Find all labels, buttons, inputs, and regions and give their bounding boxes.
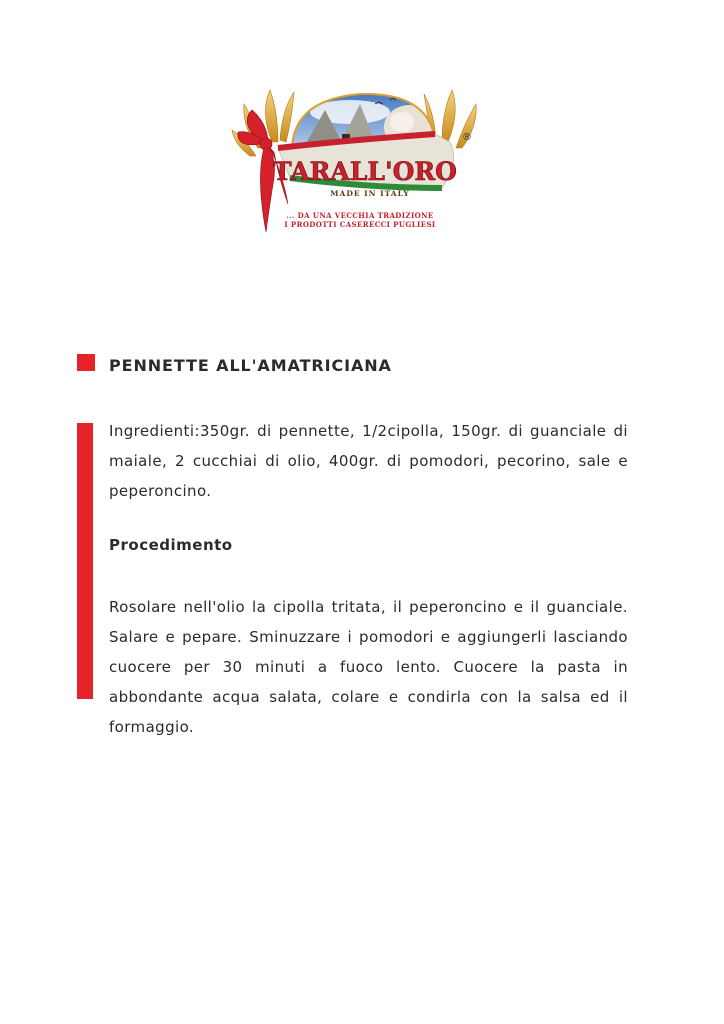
made-in-italy: MADE IN ITALY	[330, 189, 410, 198]
ingredients-text: Ingredienti:350gr. di pennette, 1/2cipolla, 150gr. di guanciale di maiale, 2 cucchiai di olio, 400gr. di pomodori, pecorino, sale e peperoncino.	[109, 422, 628, 500]
procedure-text: Rosolare nell'olio la cipolla tritata, il peperoncino e il guanciale. Salare e pepare. Sminuzzare i pomodori e aggiungerli lasciando cuocere per 30 minuti a fuoco lento. Cuocere la pasta in abbondante acqua salata, colare e condirla con la salsa ed il formaggio.	[109, 598, 628, 736]
content-side-bar	[77, 423, 93, 699]
title-marker	[77, 354, 95, 371]
procedure-heading: Procedimento	[109, 536, 233, 554]
taralloro-logo	[230, 82, 490, 240]
recipe-title: PENNETTE ALL'AMATRICIANA	[109, 356, 392, 375]
logo-tagline-1: ... DA UNA VECCHIA TRADIZIONE	[286, 211, 434, 220]
brand-name: TARALL'ORO	[273, 157, 457, 186]
logo-tagline-2: I PRODOTTI CASERECCI PUGLIESI	[284, 220, 436, 229]
registered-mark: ®	[462, 132, 472, 143]
